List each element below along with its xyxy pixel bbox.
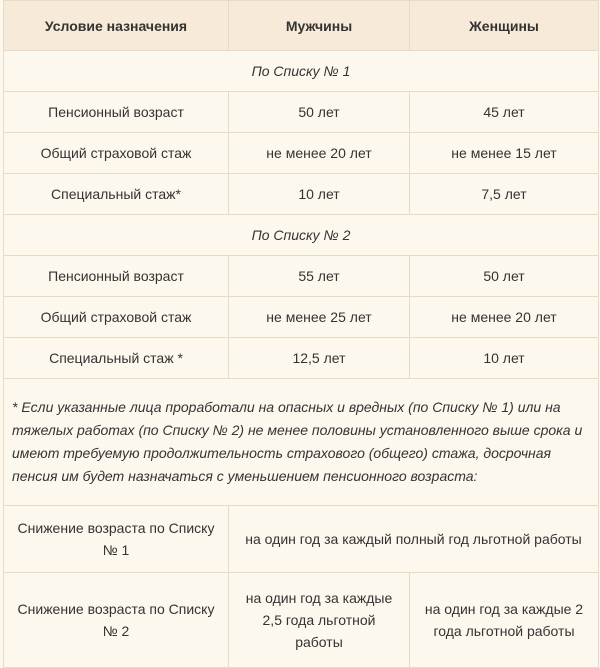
- women-cell: 7,5 лет: [410, 174, 599, 215]
- table-row: [4, 338, 599, 379]
- header-women: Женщины: [410, 1, 599, 51]
- women-cell: 45 лет: [410, 92, 599, 133]
- reduction-women: на один год за каждые 2 года льготной работы: [410, 573, 599, 668]
- section-title-list-1: По Списку № 1: [4, 51, 599, 92]
- men-cell: не менее 20 лет: [229, 133, 410, 174]
- women-cell: 10 лет: [410, 338, 599, 379]
- footnote-text: * Если указанные лица проработали на опасных и вредных (по Списку № 1) или на тяжелых работах (по Списку № 2) не менее половины установленного выше срока и имеют требуемую продолжительность страхового (общего) стажа, досрочная пенсия им будет назначаться с уменьшением пенсионного возраста:: [4, 379, 599, 506]
- condition-cell: Специальный стаж *: [4, 338, 229, 379]
- section-title-list-2: По Списку № 2: [4, 215, 599, 256]
- reduction-value: на один год за каждый полный год льготной работы: [229, 506, 599, 573]
- men-cell: 50 лет: [229, 92, 410, 133]
- table-row: [4, 174, 599, 215]
- reduction-label: Снижение возраста по Списку № 1: [4, 506, 229, 573]
- table-row: [4, 92, 599, 133]
- women-cell: не менее 15 лет: [410, 133, 599, 174]
- condition-cell: Специальный стаж*: [4, 174, 229, 215]
- men-cell: не менее 25 лет: [229, 297, 410, 338]
- women-cell: не менее 20 лет: [410, 297, 599, 338]
- reduction-row-list-2: [4, 573, 599, 668]
- table-row: [4, 297, 599, 338]
- men-cell: 55 лет: [229, 256, 410, 297]
- reduction-row-list-1: [4, 506, 599, 573]
- men-cell: 12,5 лет: [229, 338, 410, 379]
- table-row: [4, 133, 599, 174]
- reduction-men: на один год за каждые 2,5 года льготной работы: [229, 573, 410, 668]
- men-cell: 10 лет: [229, 174, 410, 215]
- pension-conditions-table: [3, 0, 599, 668]
- women-cell: 50 лет: [410, 256, 599, 297]
- table-row: [4, 256, 599, 297]
- section-row: [4, 51, 599, 92]
- condition-cell: Пенсионный возраст: [4, 256, 229, 297]
- condition-cell: Общий страховой стаж: [4, 133, 229, 174]
- condition-cell: Пенсионный возраст: [4, 92, 229, 133]
- table-header-row: [4, 1, 599, 51]
- condition-cell: Общий страховой стаж: [4, 297, 229, 338]
- section-row: [4, 215, 599, 256]
- reduction-label: Снижение возраста по Списку № 2: [4, 573, 229, 668]
- note-row: [4, 379, 599, 506]
- header-condition: Условие назначения: [4, 1, 229, 51]
- header-men: Мужчины: [229, 1, 410, 51]
